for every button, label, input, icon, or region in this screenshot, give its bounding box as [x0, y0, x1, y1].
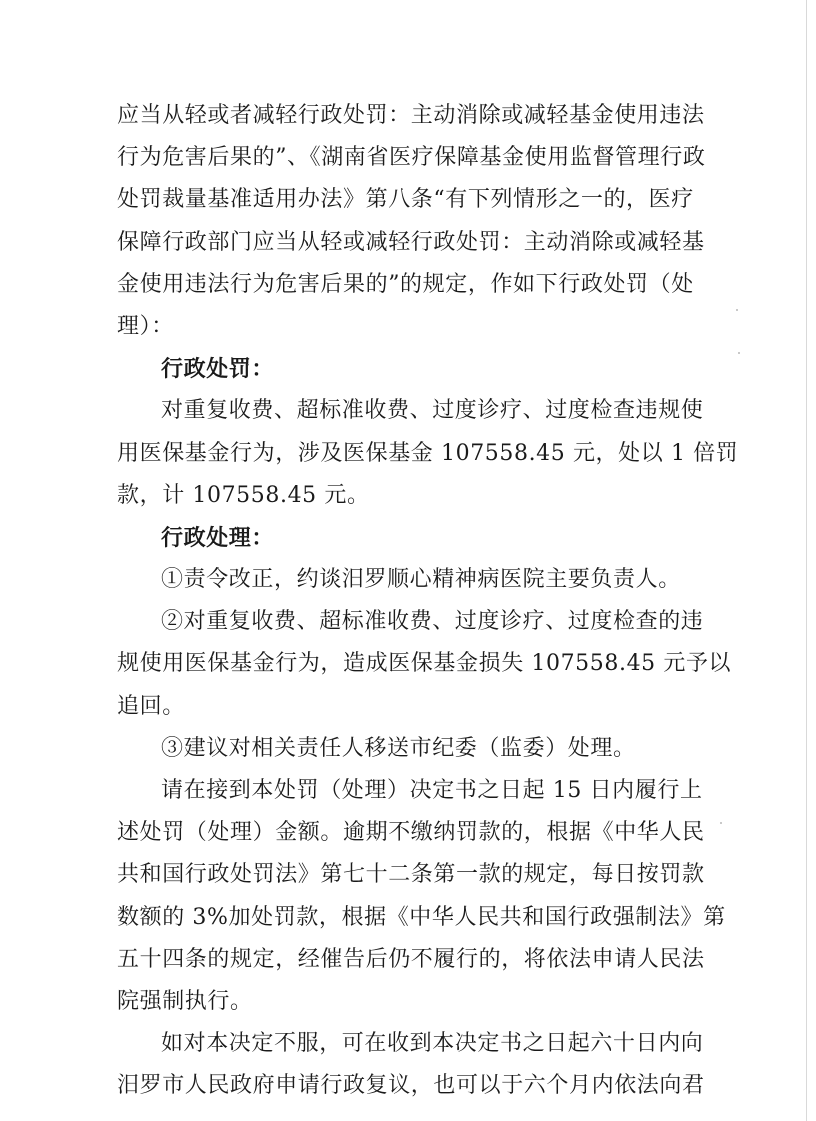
text-line: 金使用违法行为危害后果的”的规定，作如下行政处罚（处 — [117, 271, 694, 297]
text-line: 用医保基金行为，涉及医保基金 107558.45 元，处以 1 倍罚 — [117, 440, 739, 466]
text-line: 追回。 — [117, 693, 185, 719]
text-line: 汨罗市人民政府申请行政复议，也可以于六个月内依法向君 — [117, 1073, 705, 1099]
text-line: 保障行政部门应当从轻或减轻行政处罚：主动消除或减轻基 — [117, 229, 705, 255]
document-body — [117, 95, 739, 1108]
section-heading-handling: 行政处理： — [161, 524, 275, 551]
list-item: ③建议对相关责任人移送市纪委（监委）处理。 — [161, 735, 636, 761]
text-line: 应当从轻或者减轻行政处罚：主动消除或减轻基金使用违法 — [117, 103, 705, 128]
section-heading-penalty: 行政处罚： — [161, 356, 275, 383]
list-item: ①责令改正，约谈汨罗顺心精神病医院主要负责人。 — [161, 567, 681, 593]
text-line: 理）： — [117, 313, 174, 339]
text-line: 院强制执行。 — [117, 988, 253, 1014]
page-edge — [806, 0, 807, 1121]
text-line: 五十四条的规定，经催告后仍不履行的，将依法申请人民法 — [117, 946, 705, 972]
text-line: 对重复收费、超标准收费、过度诊疗、过度检查违规使 — [161, 398, 704, 424]
scan-speck — [720, 822, 722, 824]
list-item: ②对重复收费、超标准收费、过度诊疗、过度检查的违 — [161, 609, 704, 635]
text-line: 请在接到本处罚（处理）决定书之日起 15 日内履行上 — [161, 778, 703, 803]
text-line: 处罚裁量基准适用办法》第八条“有下列情形之一的，医疗 — [117, 187, 694, 213]
text-line: 如对本决定不服，可在收到本决定书之日起六十日内向 — [161, 1031, 704, 1057]
text-line: 规使用医保基金行为，造成医保基金损失 107558.45 元予以 — [117, 651, 732, 677]
text-line: 款，计 107558.45 元。 — [117, 482, 370, 508]
text-line: 共和国行政处罚法》第七十二条第一款的规定，每日按罚款 — [117, 862, 705, 888]
text-line: 述处罚（处理）金额。逾期不缴纳罚款的，根据《中华人民 — [117, 820, 705, 846]
scan-speck — [738, 352, 740, 354]
scan-speck — [736, 309, 738, 311]
text-line: 数额的 3%加处罚款，根据《中华人民共和国行政强制法》第 — [117, 904, 726, 930]
text-line: 行为危害后果的”、《湖南省医疗保障基金使用监督管理行政 — [117, 145, 706, 171]
